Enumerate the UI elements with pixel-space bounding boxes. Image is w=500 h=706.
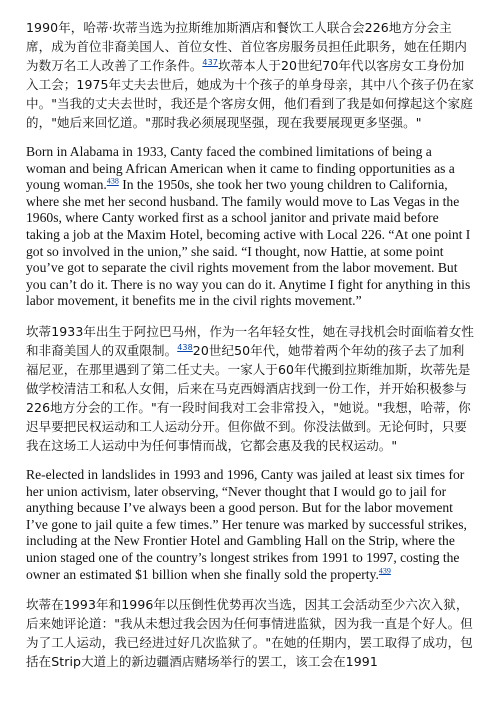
paragraph-text: 1990年，哈蒂·坎蒂当选为拉斯维加斯酒店和餐饮工人联合会226地方分会主席，成为首位非裔美国人、首位女性、首位客房服务员担任此职务，她在任期内为数万名工人改善了工作条件。 xyxy=(26,20,468,73)
paragraph-zh-2 xyxy=(26,322,474,455)
paragraph-en-1 xyxy=(26,144,474,310)
paragraph-zh-3 xyxy=(26,595,474,671)
footnote-ref-439[interactable]: 439 xyxy=(378,565,391,575)
paragraph-zh-1 xyxy=(26,18,474,132)
paragraph-text: 20世纪50年代，她带着两个年幼的孩子去了加利福尼亚，在那里遇到了第二任丈夫。一家人于60年代搬到拉斯维加斯，坎蒂先是做学校清洁工和私人女佣，后来在马克西姆酒店找到一份工作，并开始积极参与226地方分会的工作。"有一段时间我对工会非常投入，"她说。"我想，哈蒂，你迟早要把民权运动和工人运动分开。但你做不到。你没法做到。无论何时，只要我在这场工人运动中为任何事情而战，它都会惠及我的民权运动。" xyxy=(26,342,471,453)
paragraph-text: 坎蒂在1993年和1996年以压倒性优势再次当选，因其工会活动至少六次入狱，后来她评论道："我从未想过我会因为任何事情进监狱，因为我一直是个好人。但为了工人运动，我已经进过好几次监狱了。"在她的任期内，罢工取得了成功，包括在Strip大道上的新边疆酒店赌场举行的罢工，该工会在1991 xyxy=(26,597,473,670)
footnote-ref-438[interactable]: 438 xyxy=(177,342,193,352)
paragraph-en-2 xyxy=(26,467,474,583)
paragraph-text: 坎蒂1933年出生于阿拉巴马州，作为一名年轻女性，她在寻找机会时面临着女性和非裔美国人的双重限制。 xyxy=(26,323,475,358)
paragraph-text: In the 1950s, she took her two young children to California, where she met her second husband. The family would move to Las Vegas in the 1960s, where Canty worked first as a school janitor and private maid before taking a job at the Maxim Hotel, becoming active with Local 226. “At one point I got so involved in the union,” she said. “I thought, now Hattie, at some point you’ve got to separate the civil rights movement from the labor movement. But you can’t do it. There is no way you can do it. Anytime I fight for anything in this labor movement, it benefits me in the civil rights movement.” xyxy=(26,177,471,309)
paragraph-text: Born in Alabama in 1933, Canty faced the combined limitations of being a woman and being African American when it came to finding opportunities as a young woman. xyxy=(26,144,455,193)
footnote-ref-438[interactable]: 438 xyxy=(106,176,119,186)
paragraph-text: Re-elected in landslides in 1993 and 1996, Canty was jailed at least six times for her union activism, later observing, “Never thought that I would go to jail for anything because I’ve always been a good person. But for the labor movement I’ve gone to jail quite a few times.” Her tenure was marked by successful strikes, including at the New Frontier Hotel and Gambling Hall on the Strip, where the union staged one of the country’s longest strikes from 1991 to 1997, costing the owner an estimated $1 billion when she finally sold the property. xyxy=(26,466,467,582)
footnote-ref-437[interactable]: 437 xyxy=(202,57,218,67)
paragraph-text: 坎蒂本人于20世纪70年代以客房女工身份加入工会；1975年丈夫去世后，她成为十个孩子的单身母亲，其中八个孩子仍在家中。"当我的丈夫去世时，我还是个客房女佣，他们看到了我是如何撑起这个家庭的，"她后来回忆道。"那时我必须展现坚强，现在我要展现更多坚强。" xyxy=(26,58,475,130)
